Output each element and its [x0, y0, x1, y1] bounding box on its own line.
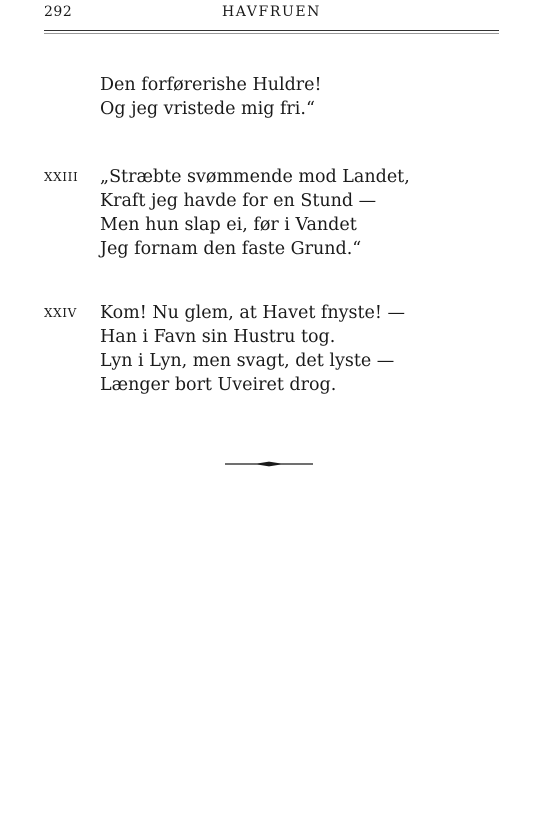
tailpiece-ornament-icon [224, 459, 314, 469]
running-title: HAVFRUEN [221, 4, 322, 20]
verse-line: Længer bort Uveiret drog. [100, 375, 337, 395]
verse-line: Lyn i Lyn, men svagt, det lyste — [100, 351, 395, 371]
verse-line: Den forførerishe Huldre! [100, 75, 322, 95]
verse-line: Men hun slap ei, før i Vandet [100, 215, 357, 235]
header-rule [44, 30, 499, 31]
verse-line: Kraft jeg havde for en Stund — [100, 191, 377, 211]
stanza-number: XXIII [44, 170, 79, 184]
page-header [44, 4, 499, 30]
header-rule-secondary [44, 33, 499, 34]
verse-line: Jeg fornam den faste Grund.“ [100, 239, 362, 259]
page-number: 292 [44, 4, 73, 20]
verse-line: Kom! Nu glem, at Havet fnyste! — [100, 303, 406, 323]
verse-line: Og jeg vristede mig fri.“ [100, 99, 315, 119]
stanza-number: XXIV [44, 306, 77, 320]
verse-line: Han i Favn sin Hustru tog. [100, 327, 336, 347]
verse-line: „Stræbte svømmende mod Landet, [100, 167, 410, 187]
